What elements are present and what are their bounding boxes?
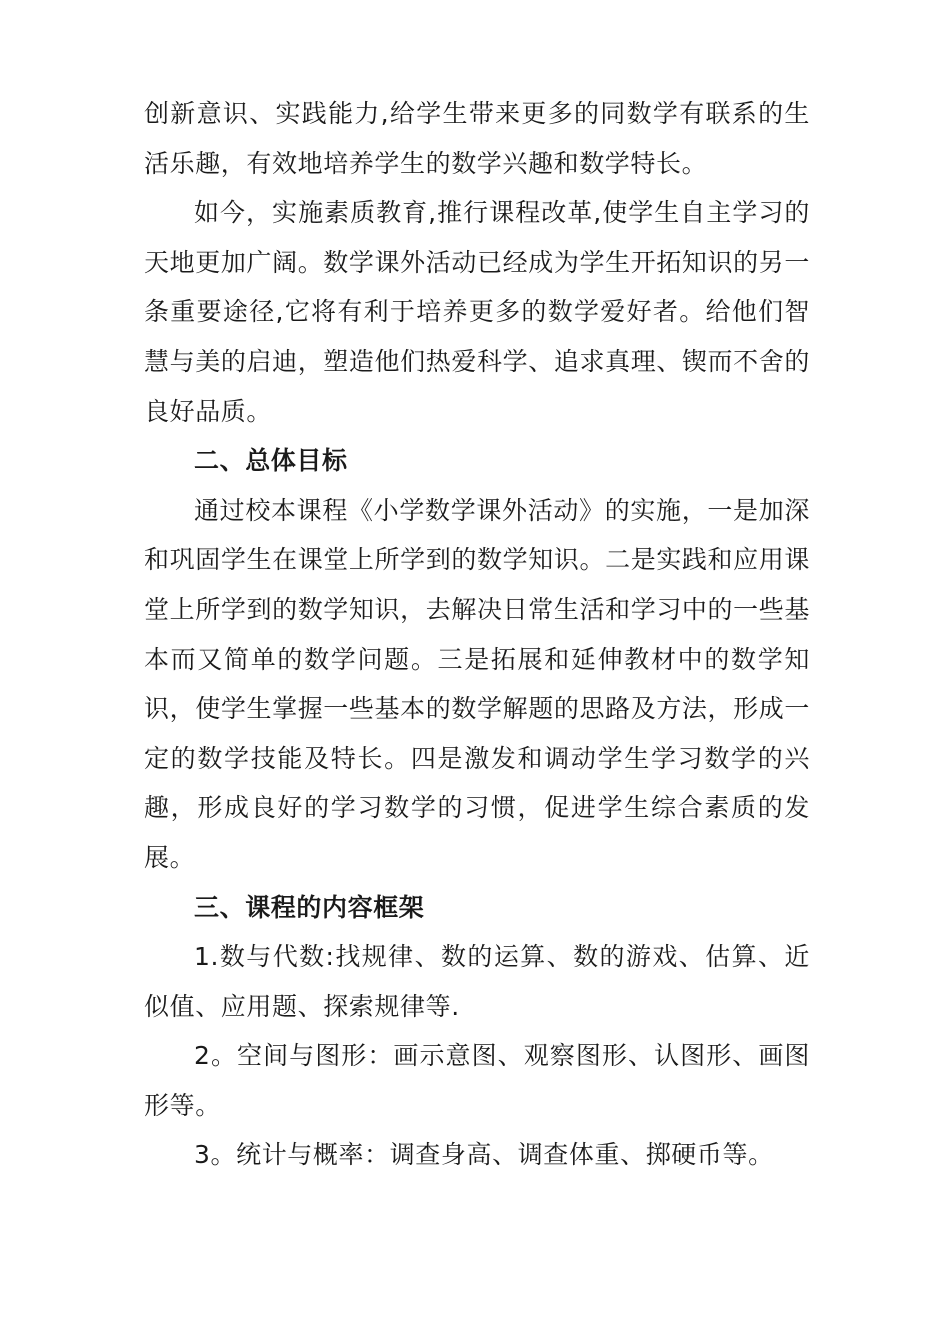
- overall-goals-paragraph: 通过校本课程《小学数学课外活动》的实施，一是加深和巩固学生在课堂上所学到的数学知识。二是实践和应用课堂上所学到的数学知识，去解决日常生活和学习中的一些基本而又简单的数学问题。三是拓展和延伸教材中的数学知识，使学生掌握一些基本的数学解题的思路及方法，形成一定的数学技能及特长。四是激发和调动学生学习数学的兴趣，形成良好的学习数学的习惯，促进学生综合素质的发展。: [144, 495, 810, 872]
- section-heading-content-framework: 三、课程的内容框架: [194, 892, 425, 922]
- content-item-space-geometry: 2。空间与图形：画示意图、观察图形、认图形、画图形等。: [144, 1041, 810, 1120]
- content-item-statistics-probability: 3。统计与概率：调查身高、调查体重、掷硬币等。: [194, 1140, 774, 1170]
- intro-continuation-paragraph: 创新意识、实践能力,给学生带来更多的同数学有联系的生活乐趣，有效地培养学生的数学兴趣和数学特长。: [144, 99, 810, 178]
- document-page: [144, 89, 810, 1180]
- intro-paragraph: 如今，实施素质教育,推行课程改革,使学生自主学习的天地更加广阔。数学课外活动已经成为学生开拓知识的另一条重要途径,它将有利于培养更多的数学爱好者。给他们智慧与美的启迪，塑造他们热爱科学、追求真理、锲而不舍的良好品质。: [144, 198, 810, 426]
- section-heading-overall-goals: 二、总体目标: [194, 446, 348, 476]
- content-item-number-algebra: 1.数与代数:找规律、数的运算、数的游戏、估算、近似值、应用题、探索规律等.: [144, 942, 810, 1021]
